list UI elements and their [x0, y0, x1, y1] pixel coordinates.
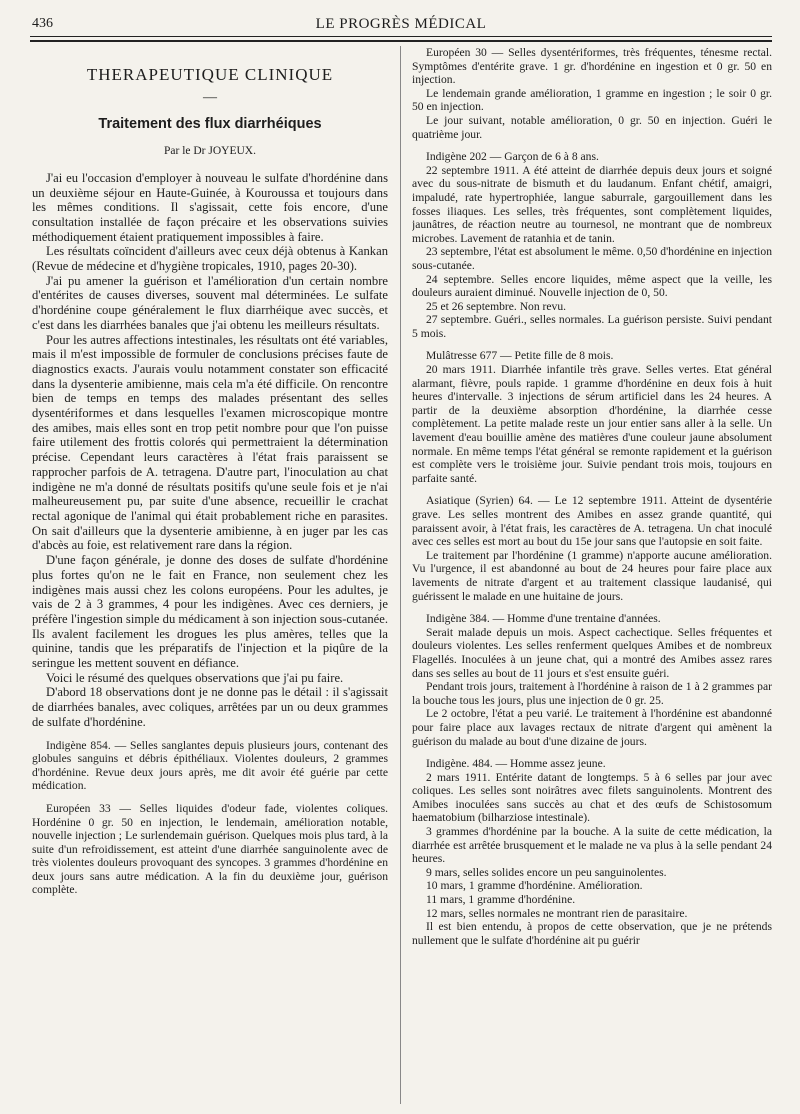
- paragraph: D'abord 18 observations dont je ne donne pas le détail : il s'agissait de diarrhées banales, avec coliques, arrêtées par un ou deux grammes de sulfate d'hordénine.: [32, 685, 388, 729]
- observation: Indigène 854. — Selles sanglantes depuis plusieurs jours, contenant des globules sanguins et débris épithéliaux. Violentes douleurs, 2 grammes d'hordénine. Revue deux jours après, me dit avoir été guérie par cette médication.: [32, 738, 388, 793]
- paragraph: Serait malade depuis un mois. Aspect cachectique. Selles fréquentes et douleurs violentes. Les selles renferment quelques Amibes et de nombreux Flagellés. Inoculées à un jeune chat, qui a montré des Amibes assez rares dans ses selles au bout de 11 jours et s'est ensuite guéri.: [412, 625, 772, 680]
- paragraph: 11 mars, 1 gramme d'hordénine.: [426, 893, 576, 907]
- paragraph: Européen 30 — Selles dysentériformes, très fréquentes, ténesme rectal. Symptômes d'entérite grave. 1 gr. d'hordénine en ingestion et 0 gr. 50 en injection.: [412, 46, 772, 87]
- paragraph: 20 mars 1911. Diarrhée infantile très grave. Selles vertes. Etat général alarmant, fièvre, pouls rapide. 1 gramme d'hordénine en deux fois à huit heures d'intervalle. 3 injections de sérum artificiel dans les 24 heures. A partir de la deuxième absorption d'hordénine, la diarrhée cesse complètement. La petite malade reste un jour entier sans aller à la selle. Un lavement d'eau bouillie amène des matières d'une couleur jaune absolument normale. En même temps l'état général se remonte rapidement et la guérison est complète vers le troisième jour. Suivie pendant trois mois, toujours en parfaite santé.: [412, 363, 772, 485]
- section-title: THERAPEUTIQUE CLINIQUE: [86, 65, 334, 84]
- header-rule: [30, 36, 772, 37]
- paragraph: 9 mars, selles solides encore un peu sanguinolentes.: [426, 865, 667, 879]
- header-rule-thick: [30, 40, 772, 42]
- article-author: Par le Dr JOYEUX.: [164, 145, 256, 158]
- observation: Européen 33 — Selles liquides d'odeur fade, violentes coliques. Hordénine 0 gr. 50 en injection, le lendemain, amélioration notable, nouvelle injection ; Le surlendemain guérison. Quelques mois plus tard, à la suite d'un refroidissement, est atteint d'une diarrhée sanguinolente avec de très violentes douleurs provoquant des syncopes. 3 grammes d'hordénine en deux jours sans autre médication. A la fin du deuxième jour, guérison complète.: [32, 801, 388, 897]
- paragraph: Il est bien entendu, à propos de cette observation, que je ne prétends nullement que le sulfate d'hordénine ait pu guérir: [412, 920, 772, 947]
- section-dash: —: [203, 89, 217, 105]
- paragraph: Le traitement par l'hordénine (1 gramme) n'apporte aucune amélioration. Vu l'urgence, il est abandonné au bout de 24 heures pour faire place aux lavements de nitrate d'argent et au traitement classique laudanisé, qui guérissent le malade en une huitaine de jours.: [412, 548, 772, 603]
- paragraph: 27 septembre. Guéri., selles normales. La guérison persiste. Suivi pendant 5 mois.: [412, 313, 772, 340]
- column-divider: [400, 46, 401, 1104]
- paragraph: 3 grammes d'hordénine par la bouche. A la suite de cette médication, la diarrhée est arrêtée brusquement et le malade ne va plus à la selle pendant 24 heures.: [412, 825, 772, 866]
- page-header: [32, 16, 770, 36]
- paragraph: 2 mars 1911. Entérite datant de longtemps. 5 à 6 selles par jour avec coliques. Les selles sont noirâtres avec filets sanguinolents. Montrent des Amibes inoculées sans succès au chat et des œufs de Schistosomum haematobium (bilharziose intestinale).: [412, 770, 772, 825]
- observation-heading: Indigène 384. — Homme d'une trentaine d'années.: [426, 612, 661, 626]
- paragraph: 23 septembre, l'état est absolument le même. 0,50 d'hordénine en injection sous-cutanée.: [412, 245, 772, 272]
- article-title: Traitement des flux diarrhéiques: [98, 116, 322, 133]
- observation-heading: Indigène. 484. — Homme assez jeune.: [426, 757, 606, 771]
- paragraph: J'ai pu amener la guérison et l'amélioration d'un certain nombre d'entérites de causes diverses, souvent mal déterminées. Le sulfate d'hordénine coupe généralement le flux diarrhéique avec succès, et c'est dans les diarrhées banales que j'ai obtenu les meilleurs résultats.: [32, 273, 388, 332]
- paragraph: 22 septembre 1911. A été atteint de diarrhée depuis deux jours et soigné avec du sous-nitrate de bismuth et du laudanum. Enfant chétif, amaigri, impaludé, rate hypertrophiée, langue saburrale, gargouillement dans les fosses iliaques. Les selles, très fréquentes, sont complètement liquides, jaunâtres, de réaction neutre au tournesol, ne montrant que de nombreux microbes. Lavement de ratanhia et de tanin.: [412, 163, 772, 245]
- paragraph: 25 et 26 septembre. Non revu.: [426, 299, 567, 313]
- paragraph: Voici le résumé des quelques observations que j'ai pu faire.: [46, 670, 344, 685]
- observation-heading: Indigène 202 — Garçon de 6 à 8 ans.: [426, 150, 599, 164]
- paragraph: Le lendemain grande amélioration, 1 gramme en ingestion ; le soir 0 gr. 50 en injection.: [412, 86, 772, 114]
- paragraph: Asiatique (Syrien) 64. — Le 12 septembre 1911. Atteint de dysentérie grave. Les selles montrent des Amibes en assez grande quantité, qui paraissent avoir, à l'état frais, les caractères de A. tetragena. Un chat inoculé avec ces selles est mort au bout du 15e jour sans que l'autopsie en soit faite.: [412, 494, 772, 549]
- page-number: 436: [32, 16, 53, 31]
- paragraph: Pour les autres affections intestinales, les résultats ont été variables, mais il m'est impossible de formuler de conclusions précises faute de diagnostics exacts. J'aurais voulu notamment constater son efficacité dans la dysenterie amibienne, mais cela m'a été difficile. On rencontre bien de temps en temps des malades présentant des selles dysentériformes et dans lesquelles l'examen microscopique montre des amibes, mais elles sont en trop petit nombre pour que l'on puisse faire utilement des frottis colorés qui permettraient la détermination précise. Cependant leurs caractères à l'état frais paraissent se rapprocher parfois de A. tetragena. D'autre part, l'inoculation au chat indigène ne m'a donné de résultats positifs qu'une seule fois et je n'ai malheureusement pu, par suite d'une absence, recueillir le crachat rectal agonique de l'animal qui était probablement riche en parasites. On sait d'ailleurs que la dysenterie amibienne, à en juger par les cas d'abcès au foie, est relativement rare dans la région.: [32, 332, 388, 553]
- left-column: [32, 46, 388, 1106]
- paragraph: 12 mars, selles normales ne montrant rien de parasitaire.: [426, 906, 688, 920]
- right-column: [412, 46, 772, 1106]
- paragraph: Le jour suivant, notable amélioration, 0 gr. 50 en injection. Guéri le quatrième jour.: [412, 113, 772, 141]
- paragraph: Pendant trois jours, traitement à l'hordénine à raison de 1 à 2 grammes par la bouche tous les jours, plus une injection de 0 gr. 25.: [412, 680, 772, 707]
- paragraph: J'ai eu l'occasion d'employer à nouveau le sulfate d'hordénine dans un deuxième séjour en Haute-Guinée, à Kouroussa et toujours dans les mêmes conditions. Il s'agissait, cette fois encore, d'une consultation installée de façon précaire et les observations suivies méthodiquement étaient pratiquement impossibles à faire.: [32, 170, 388, 244]
- paragraph: Les résultats coïncident d'ailleurs avec ceux déjà obtenus à Kankan (Revue de médecine et d'hygiène tropicales, 1910, pages 20-30).: [32, 244, 388, 274]
- journal-title: LE PROGRÈS MÉDICAL: [315, 16, 487, 32]
- paragraph: 24 septembre. Selles encore liquides, même aspect que la veille, les douleurs auraient diminué. Nouvelle injection de 0, 50.: [412, 272, 772, 300]
- observation-heading: Mulâtresse 677 — Petite fille de 8 mois.: [426, 349, 614, 363]
- paragraph: 10 mars, 1 gramme d'hordénine. Amélioration.: [426, 879, 643, 893]
- paragraph: D'une façon générale, je donne des doses de sulfate d'hordénine plus fortes qu'on ne le fait en France, non seulement chez les indigènes mais aussi chez les colons européens. Pour les adultes, je vais de 2 à 3 grammes, 4 pour les indigènes. Avec ces derniers, je préfère l'ingestion simple du médicament à son injection sous-cutanée. Ils avalent facilement les drogues les plus amères, telles que la quinine, tandis que les préparatifs de l'injection et la piqûre de la seringue les mettent souvent en défiance.: [32, 553, 388, 671]
- paragraph: Le 2 octobre, l'état a peu varié. Le traitement à l'hordénine est abandonné pour faire place aux lavages rectaux de nitrate d'argent qui amènent la guérison du malade au bout d'une dizaine de jours.: [412, 707, 772, 748]
